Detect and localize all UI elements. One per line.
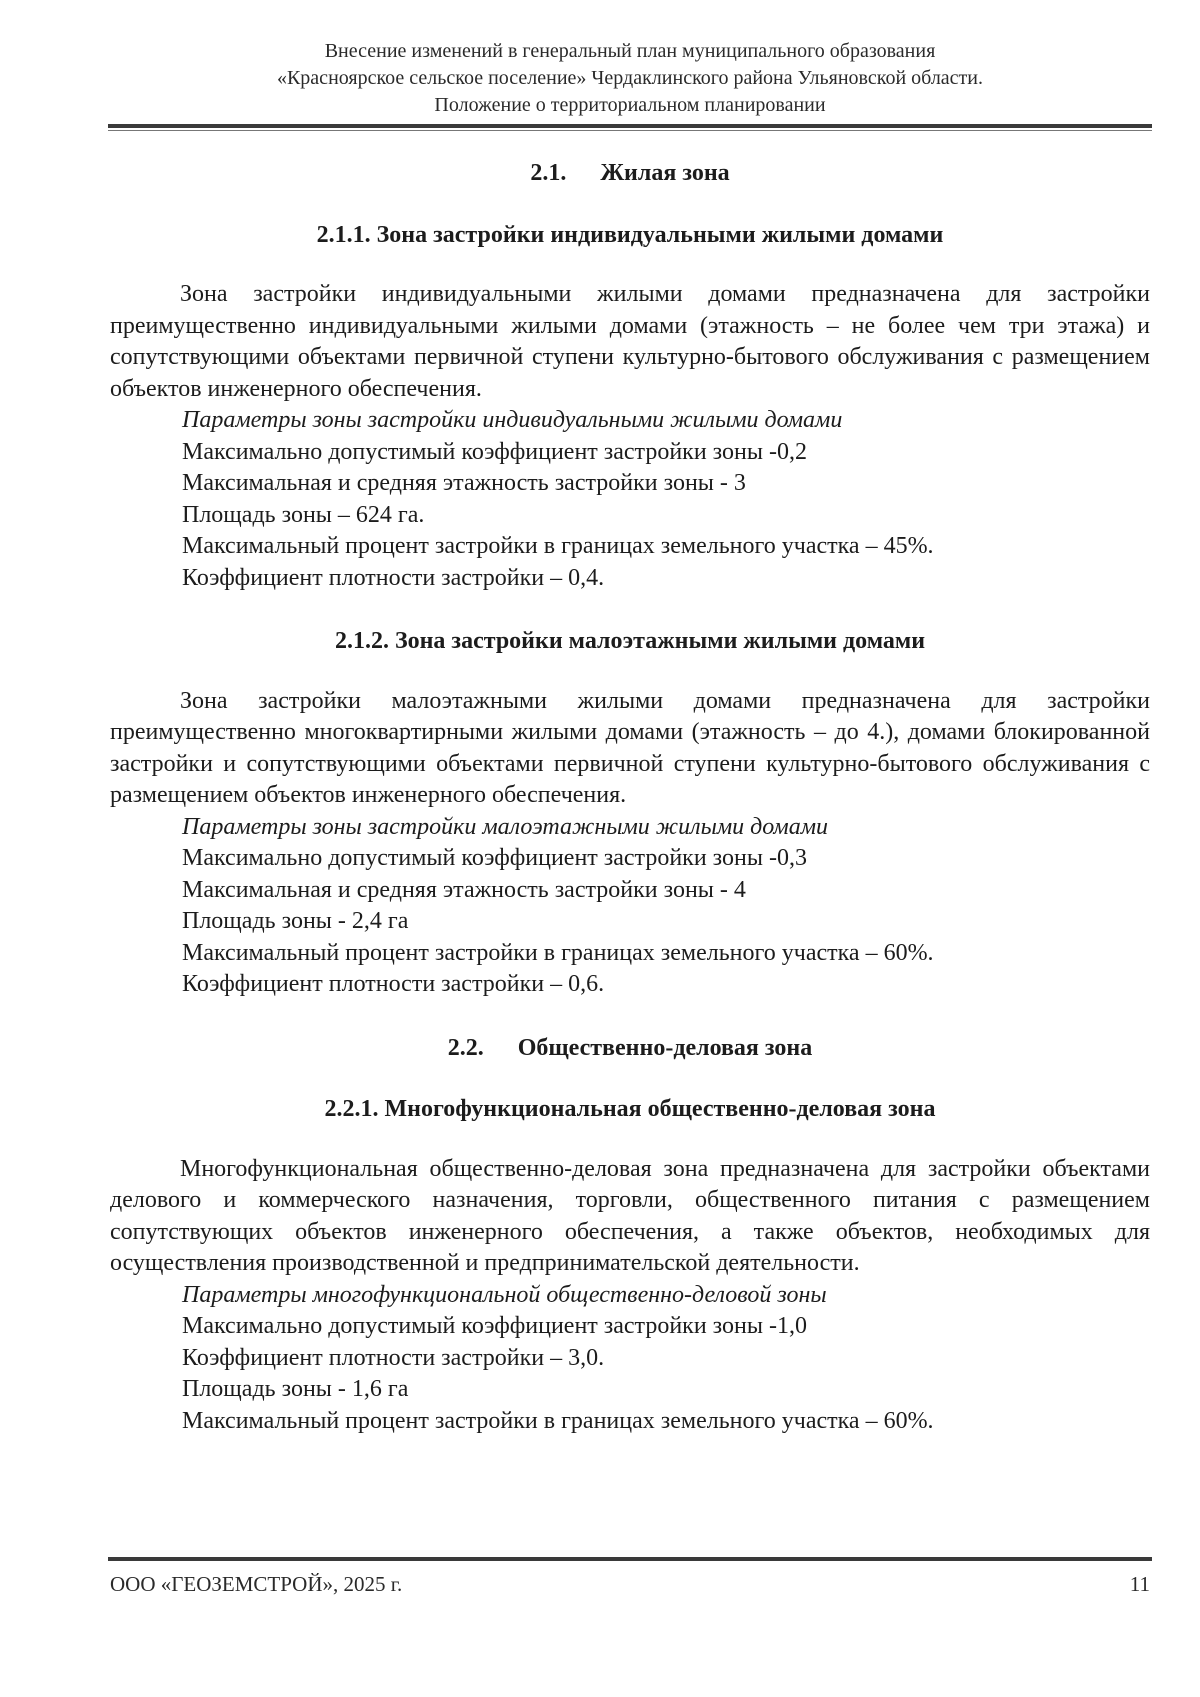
- running-header: [110, 38, 1150, 119]
- section-number: 2.1.: [530, 160, 567, 186]
- parameter-line: Максимальный процент застройки в границах земельного участка – 60%.: [182, 1407, 934, 1434]
- section-heading-2-1: [110, 158, 1150, 190]
- parameter-line: Максимально допустимый коэффициент застройки зоны -1,0: [182, 1313, 807, 1339]
- parameters-caption: Параметры зоны застройки индивидуальными жилыми домами: [182, 407, 843, 433]
- parameter-line: Площадь зоны – 624 га.: [182, 501, 425, 528]
- parameters-list: [182, 1280, 1150, 1438]
- header-line-1: Внесение изменений в генеральный план муниципального образования: [324, 40, 936, 62]
- parameter-line: Коэффициент плотности застройки – 0,4.: [182, 564, 605, 591]
- parameter-line: Максимально допустимый коэффициент застройки зоны -0,2: [182, 438, 807, 465]
- subsection-2-2-1: [110, 1094, 1150, 1437]
- subsection-heading: 2.2.1. Многофункциональная общественно-деловая зона: [324, 1096, 936, 1122]
- section-number: 2.2.: [447, 1034, 484, 1061]
- parameter-line: Коэффициент плотности застройки – 0,6.: [182, 971, 605, 997]
- section-title: Общественно-деловая зона: [517, 1034, 813, 1061]
- subsection-2-1-2: [110, 626, 1150, 1001]
- parameter-line: Площадь зоны - 2,4 га: [182, 908, 409, 934]
- header-line-3: Положение о территориальном планировании: [434, 94, 826, 116]
- subsection-heading: 2.1.1. Зона застройки индивидуальными жилыми домами: [316, 221, 944, 248]
- subsection-description: Многофункциональная общественно-деловая зона предназначена для застройки объектами делового и коммерческого назначения, торговли, общественного питания с размещением сопутствующих объектов инженерного обеспечения, а также объектов, необходимых для осуществления производственной и предпринимательской деятельности.: [110, 1155, 1150, 1276]
- parameter-line: Максимальная и средняя этажность застройки зоны - 3: [182, 470, 746, 496]
- parameters-list: [182, 405, 1150, 594]
- parameter-line: Максимальная и средняя этажность застройки зоны - 4: [182, 876, 746, 903]
- footer-company: ООО «ГЕОЗЕМСТРОЙ», 2025 г.: [110, 1572, 403, 1596]
- parameters-caption: Параметры многофункциональной общественно-деловой зоны: [182, 1281, 827, 1308]
- footer-divider: [108, 1557, 1152, 1561]
- subsection-description: Зона застройки индивидуальными жилыми домами предназначена для застройки преимущественно индивидуальными жилыми домами (этажность – не более чем три этажа) и сопутствующими объектами первичной ступени культурно-бытового обслуживания с размещением объектов инженерного обеспечения.: [110, 281, 1150, 402]
- subsection-description: Зона застройки малоэтажными жилыми домами предназначена для застройки преимущественно многоквартирными жилыми домами (этажность – до 4.), домами блокированной застройки и сопутствующими объектами первичной ступени культурно-бытового обслуживания с размещением объектов инженерного обеспечения.: [110, 687, 1150, 808]
- header-line-2: «Красноярское сельское поселение» Чердаклинского района Ульяновской области.: [276, 67, 984, 89]
- parameter-line: Максимальный процент застройки в границах земельного участка – 45%.: [182, 533, 934, 559]
- parameters-caption: Параметры зоны застройки малоэтажными жилыми домами: [182, 813, 829, 840]
- parameter-line: Коэффициент плотности застройки – 3,0.: [182, 1344, 605, 1371]
- parameter-line: Максимально допустимый коэффициент застройки зоны -0,3: [182, 845, 807, 871]
- parameter-line: Площадь зоны - 1,6 га: [182, 1376, 409, 1402]
- page-number: 11: [1129, 1572, 1150, 1596]
- subsection-heading: 2.1.2. Зона застройки малоэтажными жилыми домами: [334, 628, 926, 654]
- parameters-list: [182, 812, 1150, 1001]
- header-divider: [108, 124, 1152, 128]
- page-body: [110, 158, 1150, 1437]
- subsection-2-1-1: [110, 220, 1150, 595]
- section-title: Жилая зона: [600, 160, 730, 186]
- parameter-line: Максимальный процент застройки в границах земельного участка – 60%.: [182, 939, 934, 966]
- section-heading-2-2: [110, 1033, 1150, 1065]
